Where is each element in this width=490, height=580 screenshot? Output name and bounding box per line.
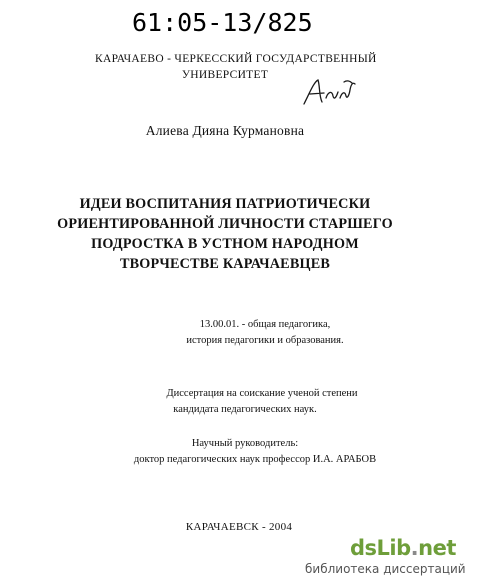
watermark-subtitle: библиотека диссертаций	[305, 562, 466, 576]
thesis-title-line: ОРИЕНТИРОВАННОЙ ЛИЧНОСТИ СТАРШЕГО	[57, 216, 393, 232]
specialty-code: 13.00.01. - общая педагогика,	[199, 319, 331, 330]
logo-text-right: net	[418, 536, 456, 560]
logo-text-left: dsLib	[350, 536, 411, 560]
thesis-title-line: ТВОРЧЕСТВЕ КАРАЧАЕВЦЕВ	[119, 256, 331, 272]
handwritten-signature	[300, 74, 362, 110]
university-name-line1: КАРАЧАЕВО - ЧЕРКЕССКИЙ ГОСУДАРСТВЕННЫЙ	[95, 53, 377, 65]
thesis-title-line: ИДЕИ ВОСПИТАНИЯ ПАТРИОТИЧЕСКИ	[79, 196, 371, 212]
advisor-name: доктор педагогических наук профессор И.А. АРАБОВ	[133, 454, 377, 465]
city-year: КАРАЧАЕВСК - 2004	[185, 521, 293, 533]
degree-statement: Диссертация на соискание ученой степени	[166, 388, 358, 399]
degree-name: кандидата педагогических наук.	[173, 404, 317, 415]
author-name: Алиева Дияна Курмановна	[145, 123, 305, 138]
logo-dot: .	[410, 536, 419, 560]
thesis-title-line: ПОДРОСТКА В УСТНОМ НАРОДНОМ	[91, 236, 359, 252]
specialty-name: история педагогики и образования.	[186, 335, 344, 346]
university-name-line2: УНИВЕРСИТЕТ	[181, 69, 269, 81]
catalog-code: 61:05-13/825	[132, 8, 313, 37]
advisor-label: Научный руководитель:	[191, 438, 299, 449]
dslib-logo-link[interactable]	[350, 536, 456, 560]
